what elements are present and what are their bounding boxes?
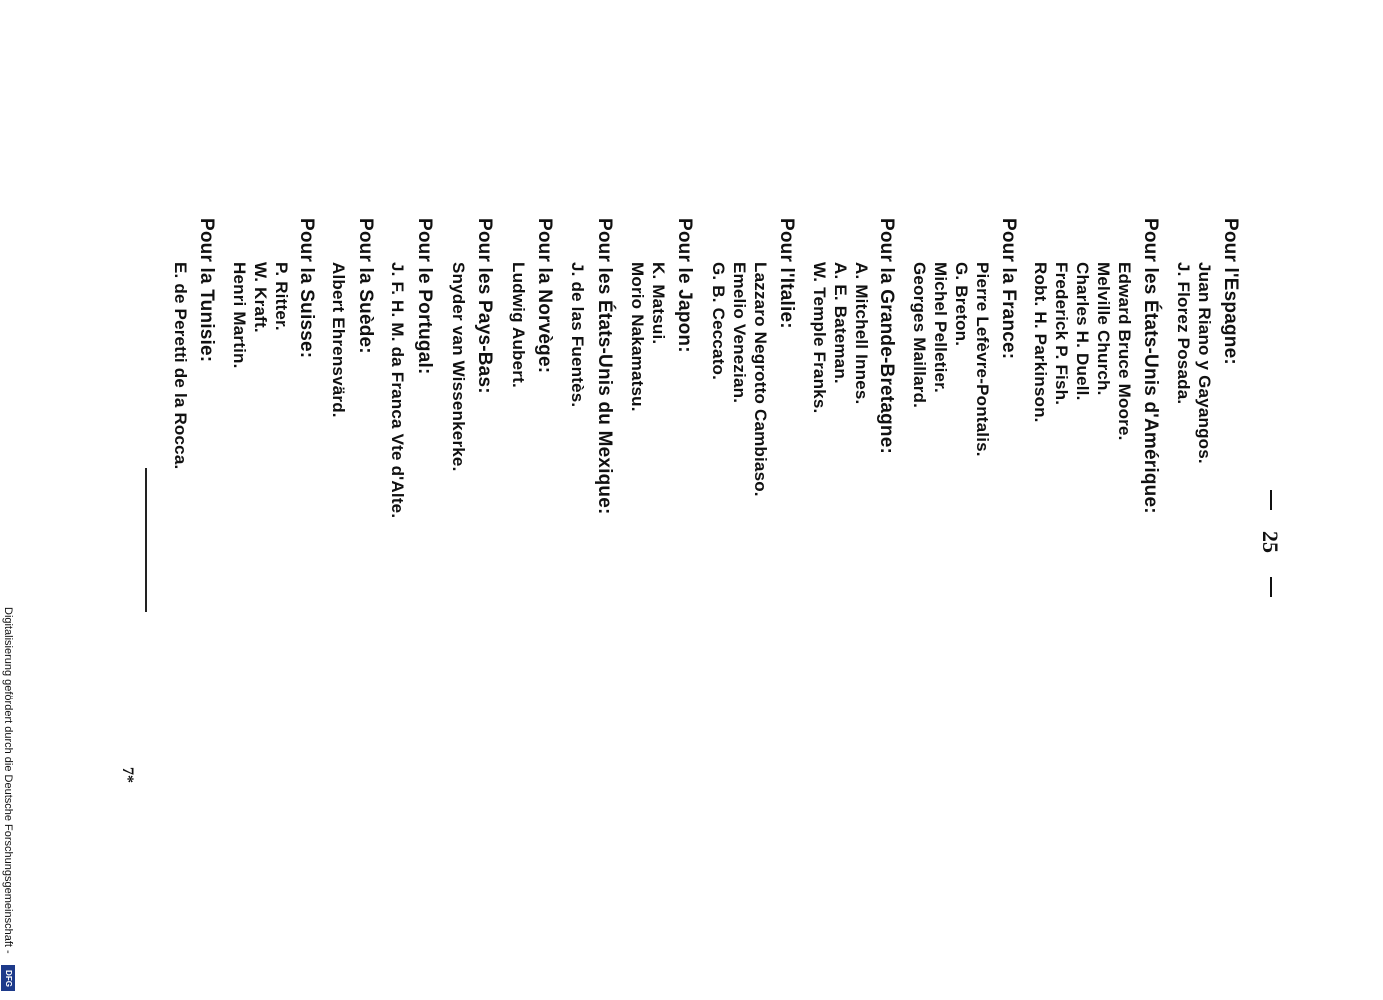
signatory-name: W. Temple Franks.	[810, 262, 829, 414]
signatory-name: K. Matsui.	[649, 262, 668, 345]
page-number-dash-bottom	[1270, 577, 1272, 597]
signatory-name: Frederick P. Fish.	[1052, 262, 1071, 406]
country-heading: Pour les États-Unis d'Amérique:	[1140, 218, 1161, 514]
signatory-name: Henri Martin.	[230, 262, 249, 369]
end-rule	[145, 468, 147, 612]
signatory-name: Georges Maillard.	[910, 262, 929, 409]
country-heading: Pour la Tunisie:	[196, 218, 217, 363]
page-number-dash-top	[1270, 490, 1272, 510]
signatory-name: G. B. Ceccato.	[709, 262, 728, 381]
signatory-name: Robt. H. Parkinson.	[1031, 262, 1050, 423]
signatory-name: A. Mitchell Innes.	[852, 262, 871, 405]
country-heading: Pour le Japon:	[674, 218, 695, 353]
signatory-name: E. de Peretti de la Rocca.	[171, 262, 190, 470]
country-heading: Pour les Pays-Bas:	[474, 218, 495, 394]
sheet-mark: 7*	[119, 767, 136, 783]
signatory-name: Charles H. Duell.	[1073, 262, 1092, 401]
signatory-name: Snyder van Wissenkerke.	[449, 262, 468, 472]
country-heading: Pour la Grande-Bretagne:	[876, 218, 897, 455]
signatory-name: Emelio Venezian.	[730, 262, 749, 404]
country-heading: Pour le Portugal:	[414, 218, 435, 375]
country-heading: Pour la Suède:	[355, 218, 376, 354]
signatory-name: Juan Riano y Gayangos.	[1195, 262, 1214, 464]
signatory-name: Pierre Lefèvre-Pontalis.	[973, 262, 992, 457]
signatory-name: P. Ritter.	[272, 262, 291, 331]
country-heading: Pour la Norvège:	[534, 218, 555, 374]
signatory-name: J. Florez Posada.	[1174, 262, 1193, 405]
country-heading: Pour l'Espagne:	[1220, 218, 1241, 365]
signatory-name: Ludwig Aubert.	[509, 262, 528, 388]
signatory-name: Edward Bruce Moore.	[1115, 262, 1134, 441]
signatory-name: Morio Nakamatsu.	[628, 262, 647, 412]
signatory-name: A. E. Bateman.	[831, 262, 850, 384]
signatory-name: W. Kraft.	[251, 262, 270, 333]
signatory-name: Michel Pelletier.	[931, 262, 950, 393]
signatory-name: J. F. H. M. da Franca Vte d'Alte.	[388, 262, 407, 519]
country-heading: Pour l'Italie:	[776, 218, 797, 329]
country-heading: Pour la Suisse:	[296, 218, 317, 359]
signatory-name: Melville Church.	[1094, 262, 1113, 396]
signatory-name: Albert Ehrensvärd.	[329, 262, 348, 418]
signatory-name: Lazzaro Negrotto Cambiaso.	[751, 262, 770, 497]
digitization-footer: Digitalisierung gefördert durch die Deutsche Forschungsgemeinschaft -	[2, 607, 14, 954]
page-number: 25	[1258, 531, 1283, 553]
country-heading: Pour la France:	[998, 218, 1019, 360]
signatory-name: J. de las Fuentès.	[568, 262, 587, 408]
country-heading: Pour les États-Unis du Mexique:	[594, 218, 615, 515]
dfg-logo: DFG	[1, 965, 15, 991]
signatory-name: G. Breton.	[952, 262, 971, 347]
